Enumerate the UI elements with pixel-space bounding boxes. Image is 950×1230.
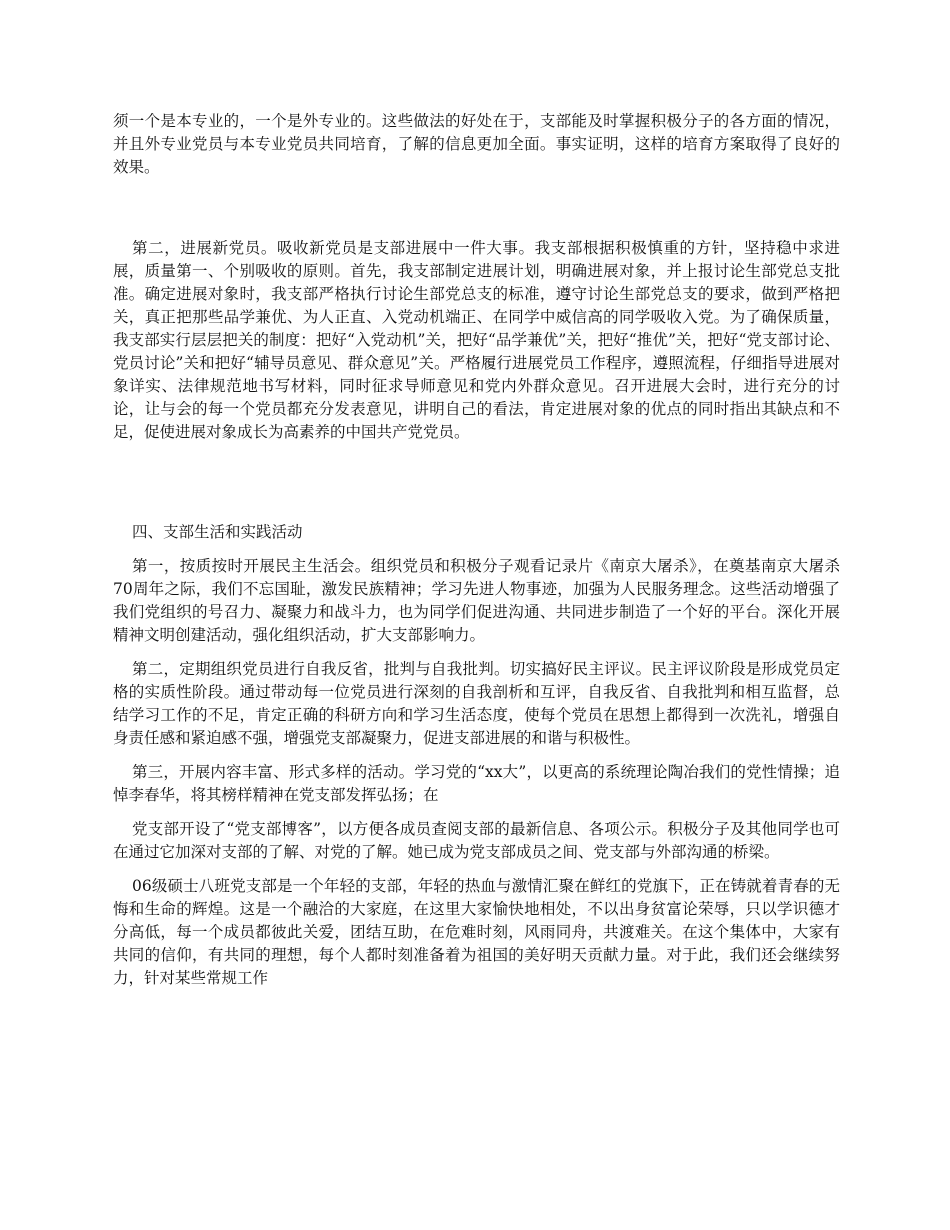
section-heading: 四、支部生活和实践活动 [132,523,303,541]
paragraph-branch-summary: 06级硕士八班党支部是一个年轻的支部，年轻的热血与激情汇聚在鲜红的党旗下，正在铸就着青春的无悔和生命的辉煌。这是一个融洽的大家庭，在这里大家愉快地相处，不以出身贫富论荣辱，只以学识德才分高低，每一个成员都彼此关爱，团结互助，在危难时刻，风雨同舟，共渡难关。在这个集体中，大家有共同的信仰，有共同的理想，每个人都时刻准备着为祖国的美好明天贡献力量。对于此，我们还会继续努力，针对某些常规工作 [113,877,840,987]
paragraph-activities: 第三，开展内容丰富、形式多样的活动。学习党的“xx大”，以更高的系统理论陶冶我们的党性情操；追悼李春华，将其榜样精神在党支部发挥弘扬；在 [113,763,840,804]
paragraph-develop-members: 第二，进展新党员。吸收新党员是支部进展中一件大事。我支部根据积极慎重的方针，坚持稳中求进展，质量第一、个别吸收的原则。首先，我支部制定进展计划，明确进展对象，并上报讨论生部党总支批准。确定进展对象时，我支部严格执行讨论生部党总支的标准，遵守讨论生部党总支的要求，做到严格把关，真正把那些品学兼优、为人正直、入党动机端正、在同学中威信高的同学吸收入党。为了确保质量，我支部实行层层把关的制度：把好“入党动机”关，把好“品学兼优”关，把好“推优”关，把好“党支部讨论、党员讨论”关和把好“辅导员意见、群众意见”关。严格履行进展党员工作程序，遵照流程，仔细指导进展对象详实、法律规范地书写材料，同时征求导师意见和党内外群众意见。召开进展大会时，进行充分的讨论，让与会的每一个党员都充分发表意见，讲明自己的看法，肯定进展对象的优点的同时指出其缺点和不足，促使进展对象成长为高素养的中国共产党党员。 [113,239,840,441]
paragraph-training-scheme: 须一个是本专业的，一个是外专业的。这些做法的好处在于，支部能及时掌握积极分子的各方面的情况，并且外专业党员与本专业党员共同培育，了解的信息更加全面。事实证明，这样的培育方案取得了良好的效果。 [113,112,840,176]
document-body [113,110,840,990]
paragraph-blog: 党支部开设了“党支部博客”，以方便各成员查阅支部的最新信息、各项公示。积极分子及其他同学也可在通过它加深对支部的了解、对党的了解。她已成为党支部成员之间、党支部与外部沟通的桥梁。 [113,820,840,861]
paragraph-self-criticism: 第二，定期组织党员进行自我反省，批判与自我批判。切实搞好民主评议。民主评议阶段是形成党员定格的实质性阶段。通过带动每一位党员进行深刻的自我剖析和互评，自我反省、自我批判和相互监督，总结学习工作的不足，肯定正确的科研方向和学习生活态度，使每个党员在思想上都得到一次洗礼，增强自身责任感和紧迫感不强，增强党支部凝聚力，促进支部进展的和谐与积极性。 [113,660,840,747]
paragraph-democratic-life: 第一，按质按时开展民主生活会。组织党员和积极分子观看记录片《南京大屠杀》，在奠基南京大屠杀70周年之际，我们不忘国耻，激发民族精神；学习先进人物事迹，加强为人民服务理念。这些活动增强了我们党组织的号召力、凝聚力和战斗力，也为同学们促进沟通、共同进步制造了一个好的平台。深化开展精神文明创建活动，强化组织活动，扩大支部影响力。 [113,557,840,644]
